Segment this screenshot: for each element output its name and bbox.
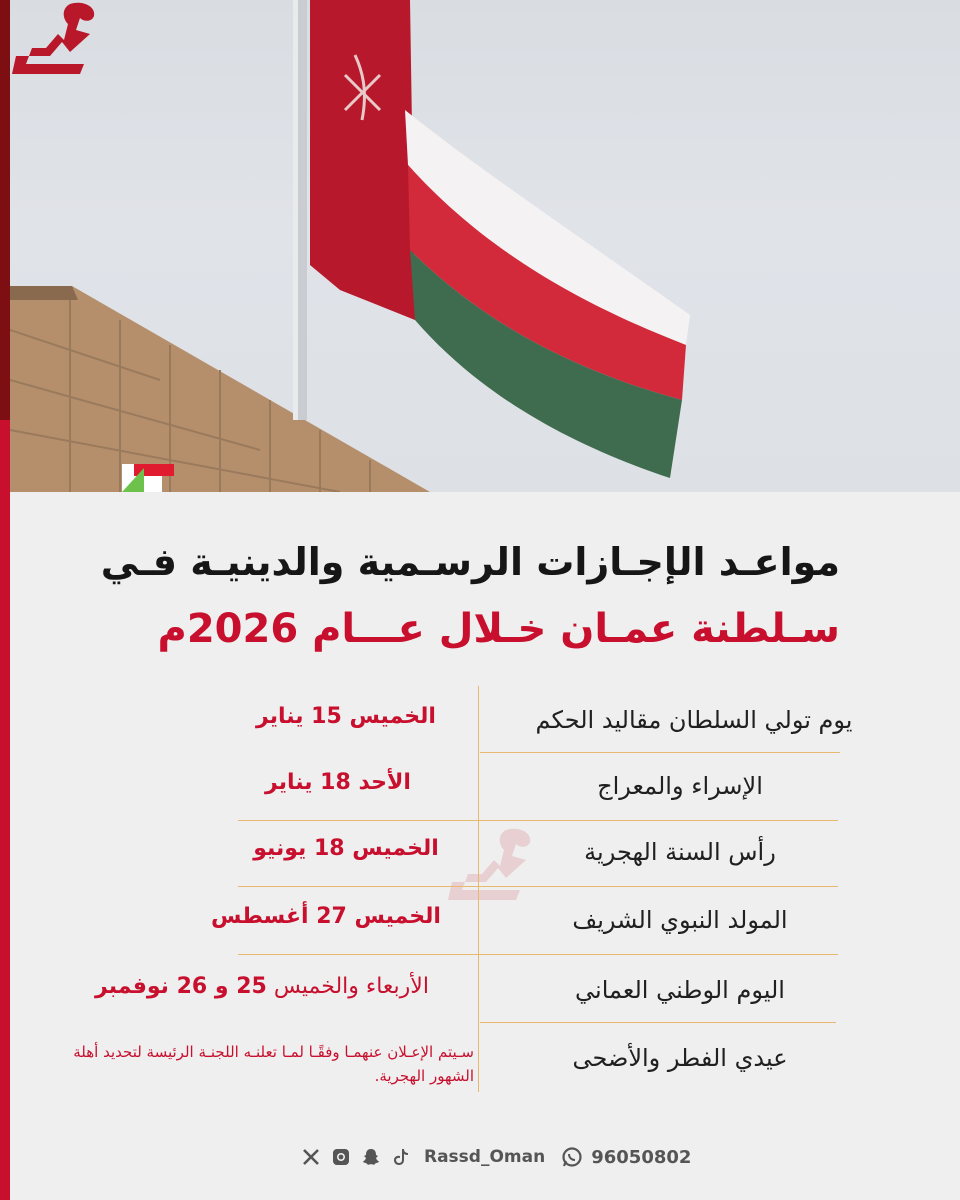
holiday-name: الإسراء والمعراج <box>597 772 763 800</box>
holiday-date: الخميس 18 يونيو <box>253 836 439 861</box>
phone-number[interactable]: 96050802 <box>591 1146 692 1168</box>
instagram-icon[interactable] <box>330 1146 352 1168</box>
holiday-date: الخميس 15 يناير <box>256 704 436 729</box>
x-icon[interactable] <box>300 1146 322 1168</box>
snapchat-icon[interactable] <box>360 1146 382 1168</box>
holiday-name: يوم تولي السلطان مقاليد الحكم <box>535 706 853 734</box>
holiday-date-days-bold: 25 و 26 نوفمبر <box>95 974 267 999</box>
rassd-logo-icon <box>10 0 102 80</box>
tiktok-icon[interactable] <box>390 1146 412 1168</box>
holiday-date <box>62 974 462 999</box>
row-divider <box>238 820 838 821</box>
header-photo-oman-flag <box>10 0 960 492</box>
flag-red-hoist <box>310 0 415 320</box>
footer-social <box>300 1140 720 1174</box>
whatsapp-icon[interactable] <box>561 1146 583 1168</box>
social-handle[interactable]: Rassd_Oman <box>424 1147 546 1167</box>
flag-scene <box>10 0 960 492</box>
table-column-divider <box>478 686 479 1092</box>
holiday-date: الخميس 27 أغسطس <box>211 904 441 929</box>
row-divider <box>480 752 840 753</box>
holiday-name: رأس السنة الهجرية <box>584 838 776 866</box>
row-divider <box>480 1022 836 1023</box>
holiday-date-days: الأربعاء والخميس <box>273 974 429 999</box>
holiday-name: المولد النبوي الشريف <box>572 906 788 934</box>
page-title-line-2: سـلطنة عمـان خـلال عـــام 2026م <box>157 606 840 652</box>
page-title-line-1: مواعـد الإجـازات الرسـمية والدينيـة فـي <box>100 540 840 584</box>
holiday-date: الأحد 18 يناير <box>265 770 411 795</box>
row-divider <box>238 886 838 887</box>
row-divider <box>238 954 838 955</box>
left-accent-bar-dark <box>0 0 10 420</box>
holiday-name: اليوم الوطني العماني <box>575 976 785 1004</box>
holiday-name: عيدي الفطر والأضحى <box>572 1044 788 1072</box>
holiday-note: سـيتم الإعـلان عنهمـا وفقًـا لمـا تعلنـه اللجنـة الرئيسة لتحديد أهلة الشهور الهجرية. <box>73 1043 474 1085</box>
